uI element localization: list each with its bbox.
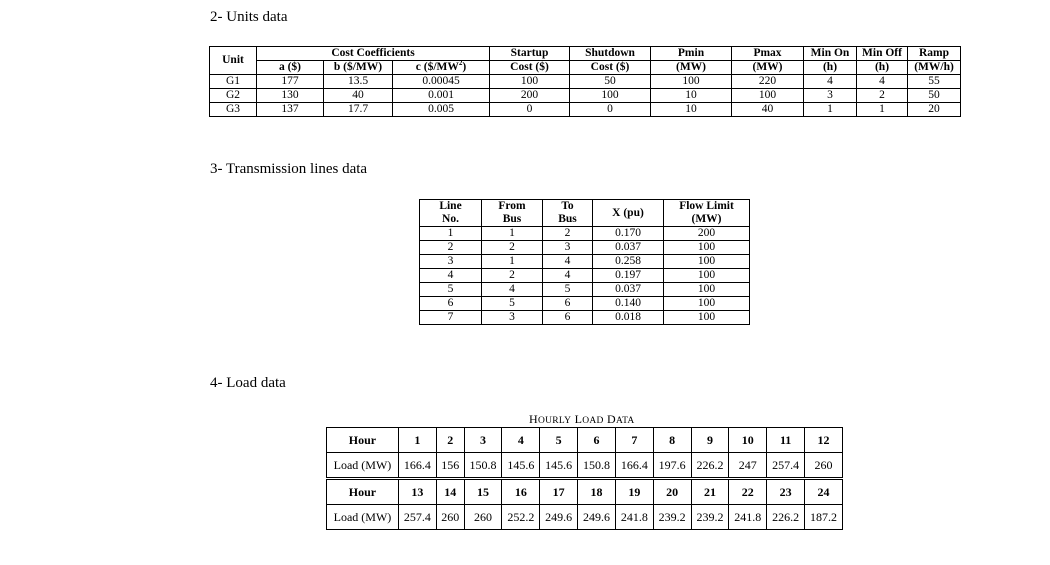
lines-table (419, 199, 750, 325)
load-cell: 257.4 (767, 453, 805, 479)
hour-cell: 13 (398, 479, 436, 505)
load-cell: 226.2 (767, 505, 805, 530)
load-cell: 197.6 (653, 453, 691, 479)
load-table (326, 427, 843, 530)
minoff-header-2: (h) (857, 61, 908, 75)
table-cell: 0.005 (393, 103, 490, 117)
table-cell: 1 (482, 255, 543, 269)
load-section-title: 4- Load data (210, 375, 286, 391)
load-label: Load (MW) (327, 453, 399, 479)
table-row (420, 241, 750, 255)
table-row (327, 479, 843, 505)
hour-cell: 16 (502, 479, 540, 505)
table-row (420, 255, 750, 269)
load-cell: 260 (464, 505, 502, 530)
table-cell: 0.018 (593, 311, 664, 325)
table-cell: 2 (482, 269, 543, 283)
ramp-header-2: (MW/h) (908, 61, 961, 75)
load-cell: 239.2 (691, 505, 729, 530)
table-cell: 40 (732, 103, 804, 117)
hour-cell: 19 (615, 479, 653, 505)
ramp-header-1: Ramp (908, 47, 961, 61)
table-cell: 0 (490, 103, 570, 117)
table-cell: 0.001 (393, 89, 490, 103)
line-header: Line No. (420, 200, 482, 227)
table-cell: 3 (543, 241, 593, 255)
table-cell: 1 (420, 227, 482, 241)
startup-header-1: Startup (490, 47, 570, 61)
table-cell: 2 (420, 241, 482, 255)
table-cell: 0.037 (593, 241, 664, 255)
table-cell: 5 (482, 297, 543, 311)
shutdown-header-1: Shutdown (570, 47, 651, 61)
table-cell: 1 (482, 227, 543, 241)
lines-section-title: 3- Transmission lines data (210, 161, 368, 177)
load-cell: 145.6 (540, 453, 578, 479)
table-cell: 220 (732, 75, 804, 89)
load-table-caption: HOURLY LOAD DATA (529, 412, 635, 426)
table-cell: G1 (210, 75, 257, 89)
load-cell: 249.6 (578, 505, 616, 530)
table-cell: 4 (857, 75, 908, 89)
table-row (210, 103, 961, 117)
table-cell: G2 (210, 89, 257, 103)
cost-coefficients-header: Cost Coefficients (257, 47, 490, 61)
units-section-title: 2- Units data (210, 9, 288, 25)
table-cell: 100 (651, 75, 732, 89)
table-cell: 5 (420, 283, 482, 297)
table-cell: 4 (482, 283, 543, 297)
load-cell: 166.4 (398, 453, 436, 479)
hour-cell: 6 (578, 428, 616, 453)
table-cell: 6 (420, 297, 482, 311)
table-cell: 6 (543, 311, 593, 325)
table-row (420, 283, 750, 297)
table-cell: 0.258 (593, 255, 664, 269)
table-row (327, 505, 843, 530)
load-label: Load (MW) (327, 505, 399, 530)
table-cell: 0.037 (593, 283, 664, 297)
hour-cell: 4 (502, 428, 540, 453)
table-cell: G3 (210, 103, 257, 117)
to-header: To Bus (543, 200, 593, 227)
hour-cell: 9 (691, 428, 729, 453)
minoff-header-1: Min Off (857, 47, 908, 61)
hour-cell: 14 (436, 479, 464, 505)
table-cell: 5 (543, 283, 593, 297)
table-cell: 0.197 (593, 269, 664, 283)
table-cell: 17.7 (324, 103, 393, 117)
load-cell: 241.8 (729, 505, 767, 530)
minon-header-2: (h) (804, 61, 857, 75)
table-cell: 100 (664, 255, 750, 269)
hour-cell: 2 (436, 428, 464, 453)
hour-label: Hour (327, 428, 399, 453)
table-cell: 2 (857, 89, 908, 103)
hour-cell: 1 (398, 428, 436, 453)
table-cell: 2 (482, 241, 543, 255)
load-cell: 252.2 (502, 505, 540, 530)
load-cell: 260 (436, 505, 464, 530)
table-cell: 0.00045 (393, 75, 490, 89)
load-cell: 145.6 (502, 453, 540, 479)
table-cell: 200 (490, 89, 570, 103)
units-table (209, 46, 961, 117)
table-cell: 4 (804, 75, 857, 89)
table-cell: 0.140 (593, 297, 664, 311)
load-cell: 239.2 (653, 505, 691, 530)
load-cell: 150.8 (578, 453, 616, 479)
hour-cell: 18 (578, 479, 616, 505)
table-cell: 1 (857, 103, 908, 117)
table-cell: 100 (664, 311, 750, 325)
load-cell: 187.2 (805, 505, 843, 530)
hour-cell: 20 (653, 479, 691, 505)
table-cell: 6 (543, 297, 593, 311)
table-cell: 100 (664, 269, 750, 283)
flow-header: Flow Limit (MW) (664, 200, 750, 227)
table-cell: 50 (908, 89, 961, 103)
hour-cell: 3 (464, 428, 502, 453)
load-cell: 247 (729, 453, 767, 479)
hour-cell: 8 (653, 428, 691, 453)
table-row (420, 227, 750, 241)
from-header: From Bus (482, 200, 543, 227)
table-cell: 13.5 (324, 75, 393, 89)
table-row (210, 75, 961, 89)
table-cell: 2 (543, 227, 593, 241)
hour-cell: 11 (767, 428, 805, 453)
table-cell: 4 (543, 269, 593, 283)
hour-cell: 17 (540, 479, 578, 505)
table-row (327, 453, 843, 479)
table-row (420, 297, 750, 311)
table-cell: 3 (420, 255, 482, 269)
table-cell: 10 (651, 103, 732, 117)
table-cell: 0.170 (593, 227, 664, 241)
table-cell: 1 (804, 103, 857, 117)
table-row (327, 428, 843, 453)
load-cell: 150.8 (464, 453, 502, 479)
load-cell: 166.4 (615, 453, 653, 479)
table-cell: 100 (490, 75, 570, 89)
table-cell: 20 (908, 103, 961, 117)
hour-cell: 15 (464, 479, 502, 505)
table-cell: 177 (257, 75, 324, 89)
table-cell: 50 (570, 75, 651, 89)
table-cell: 3 (482, 311, 543, 325)
hour-label: Hour (327, 479, 399, 505)
table-cell: 130 (257, 89, 324, 103)
hour-cell: 5 (540, 428, 578, 453)
unit-header: Unit (210, 47, 257, 75)
table-cell: 4 (420, 269, 482, 283)
hour-cell: 23 (767, 479, 805, 505)
table-row (420, 311, 750, 325)
load-cell: 257.4 (398, 505, 436, 530)
pmax-header-1: Pmax (732, 47, 804, 61)
hour-cell: 22 (729, 479, 767, 505)
table-cell: 100 (664, 297, 750, 311)
pmax-header-2: (MW) (732, 61, 804, 75)
hour-cell: 21 (691, 479, 729, 505)
hour-cell: 24 (805, 479, 843, 505)
table-cell: 137 (257, 103, 324, 117)
table-cell: 3 (804, 89, 857, 103)
load-cell: 241.8 (615, 505, 653, 530)
hour-cell: 7 (615, 428, 653, 453)
table-cell: 200 (664, 227, 750, 241)
load-cell: 260 (805, 453, 843, 479)
load-cell: 156 (436, 453, 464, 479)
shutdown-header-2: Cost ($) (570, 61, 651, 75)
load-cell: 226.2 (691, 453, 729, 479)
pmin-header-2: (MW) (651, 61, 732, 75)
minon-header-1: Min On (804, 47, 857, 61)
table-cell: 40 (324, 89, 393, 103)
table-cell: 100 (664, 283, 750, 297)
pmin-header-1: Pmin (651, 47, 732, 61)
table-row (210, 89, 961, 103)
table-cell: 55 (908, 75, 961, 89)
hour-cell: 12 (805, 428, 843, 453)
table-cell: 100 (664, 241, 750, 255)
table-cell: 4 (543, 255, 593, 269)
table-cell: 100 (570, 89, 651, 103)
b-header: b ($/MW) (324, 61, 393, 75)
table-cell: 10 (651, 89, 732, 103)
a-header: a ($) (257, 61, 324, 75)
table-cell: 0 (570, 103, 651, 117)
table-row (420, 269, 750, 283)
table-cell: 100 (732, 89, 804, 103)
x-header: X (pu) (593, 200, 664, 227)
load-cell: 249.6 (540, 505, 578, 530)
table-cell: 7 (420, 311, 482, 325)
hour-cell: 10 (729, 428, 767, 453)
c-header: c $(\$/MW^2)$ (393, 61, 490, 75)
startup-header-2: Cost ($) (490, 61, 570, 75)
